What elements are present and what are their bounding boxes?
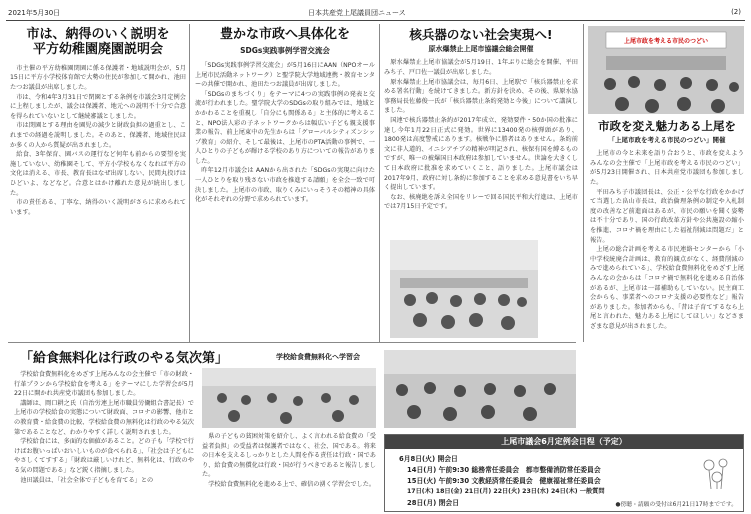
study-meeting-photo — [202, 368, 376, 428]
article-subtitle: SDGs実践事例学習交流会 — [240, 45, 330, 55]
article-body-left: 学校給食費無料化をめざす上尾みんなの会主催で「市の財政・行革プランから学校給食を考える」をテーマにした学習会が5月22日に開かれ共産党市議団も参加しました。 講師は、岡口耕之氏（自治労連上尾市職員労働組合書記長）で上尾市の学校給食の実態について財政面、コロナの影響、他市との教育費・給食費の比較、学校給食費の無料化は行政のやる気次第であることなど、わかりやすく詳しく説明されました。 学校給食には、多面的な価値があること。どの子も「学校で行けばお腹いっぱいおいしいものが食べられる」、「社会は子どもにやさしくてすする」「財政は厳しいけれど、無料化は、行政のやる気の問題である」など鋭く指摘しました。 池田議員は、「社会全体で子どもを育てる」との — [14, 371, 194, 484]
article-body: 上尾市の今と未来を語り合おうと、市政を変えようみんなの会主催で「上尾市政を考える市民のつどい」が5月23日開催され、日本共産党市議団も参加しました。 平田みち子市議団長は、公正・公平な行政をかかげて当選した畠山市長は、政治倫理条例の制定や入札制度の改善など前進面はあるが、市民の願いを聞く姿勢は不十分であり、国の行政改革方針や公共施設の縮小を推進、コロナ禍を理由にした福祉削減は問題だ」と報告。 上尾の総合計画を考える市民連絡センターから「小中学校統廃合計画は、教育的観点がなく、経費削減のみで進められている」、学校給食費無料化をめざす上尾みんなの会からは「コロナ禍で無料化を進める自治体があるが、上尾市は一部補助もしていない。民主商工会からも、事業者へのコロナ支援の必要性など」報告がありました。参加者からも、「昔は子育てするなら上尾と言われた、魅力ある上尾にしてほしい」などさまざまな意見が出されました。 — [590, 150, 744, 330]
council-schedule — [384, 434, 744, 512]
schedule-note: ●傍聴・請願の受付は6月21日17時までです。 — [615, 502, 737, 508]
section-divider — [8, 342, 576, 343]
article-body: 原水爆禁止上尾市協議会が5月19日、1年ぶりに総会を開催、平田みち子、戸口佐一議員が出席しました。 原水爆禁止上尾市協議会は、毎月6日、上尾駅で「核兵器禁止を求める署名行動」を続けてきました。新方針を決め、その後、県原水協事務局長佐藤俊一氏が「核兵器禁止条約発効と今後」について講演しました。 国連で核兵器禁止条約が2017年成立、発効要件・50か国の批准に達し今年1月22日正式に発効。世界に13400発の核弾頭があり、1800発は高度警戒にあります。核戦争に勝者はありません。条約前文に非人道的、イニシアチブの精神が明記され、核保有国を縛るものですが、唯一の被爆国日本政府は参加していません。世論を大きくして日本政府に批准を求めていくこと、語りました。上尾市議会は2017年9月、政府に対し条約に参加することを求める意見書をいち早く提出しています。 なお、核廃絶を訴え全国をリレーで回る国民平和大行進は、上尾市では7月15日予定です。 — [384, 59, 578, 211]
publication-name: 日本共産党上尾議員団ニュース — [308, 9, 406, 17]
column-divider — [583, 24, 584, 342]
lecture-photo-illustration — [384, 350, 576, 428]
article-subtitle: 「上尾市政を考える市民のつどい」開催 — [608, 136, 726, 145]
column-divider — [189, 24, 190, 342]
article-body-right: 県の子どもの貧困対策を紹介し、よく言われる給食費の「受益者負担」の受益者は保護者ではなく、社会、国である。将来の日本を支えるしっかりとした人間を作る責任は行政・国であり、給食費の無償化は行政・国が行うべきであると報告しました。 学校給食費無料化を進める上で、確信の湧く学習会でした。 — [202, 433, 376, 488]
page-header — [6, 6, 745, 21]
schedule-row: 6月8日(火) 開会日 — [399, 455, 458, 463]
article-subtitle: 原水爆禁止上尾市協議会総会開催 — [428, 45, 534, 54]
lecture-photo — [384, 350, 576, 428]
schedule-row: 17日(木) 18日(金) 21日(月) 22日(火) 23日(水) 24日(木) 一般質問 — [407, 488, 605, 495]
article-antinuclear — [384, 28, 578, 236]
flower-illustration-icon — [697, 453, 735, 491]
schedule-row: 28日(月) 閉会日 — [407, 499, 460, 507]
meeting-photo-illustration — [390, 240, 538, 338]
article-title: 豊かな市政へ具体化を — [219, 27, 350, 42]
meeting-photo — [390, 240, 538, 338]
schedule-row: 15日(火) 午前9:30 文教経済常任委員会 健康福祉常任委員会 — [407, 477, 601, 485]
article-title: 核兵器のない社会実現へ! — [409, 27, 553, 42]
page-number: (2) — [731, 8, 741, 16]
article-title: 市政を変え魅力ある上尾を — [598, 119, 736, 133]
article-title: 市は、納得のいく説明を 平方幼稚園廃園説明会 — [26, 27, 170, 57]
forum-banner: 上尾市政を考える市民のつどい — [623, 38, 708, 45]
issue-date: 2021年5月30日 — [8, 9, 61, 17]
article-citizens-forum — [590, 120, 744, 471]
schedule-row: 14日(月) 午前9:30 総務常任委員会 都市整備消防常任委員会 — [407, 466, 601, 474]
study-meeting-photo-illustration — [202, 368, 376, 428]
schedule-title: 上尾市議会6月定例会日程（予定） — [385, 435, 743, 449]
article-title: 「給食無料化は行政のやる気次第」 — [20, 351, 229, 366]
article-subtitle: 学校給食費無料化へ学習会 — [276, 353, 360, 361]
article-body: 市主催の平方幼稚園閉園に係る保護者・地域説明会が、5月15日に平方小学校体育館で大勢の住民が参加して開かれ、池田たつお議員が出席しました。 市は、令和4年3月31日で閉園とする条例を市議会3月定例会に上程しましたが、議会は保護者、地元への説明不十分で合意を得られていないとして継続審議としました。 市は閉園とする理由を園児の減少と財政負担の過重とし、これまでの経過を説明しました。そのあと、保護者、地域住民ほか多くの人から質疑が出されました。 給食、3年保育、園バスの運行など何年も前からの要望を実施していない、幼稚園そして、平方小学校もなくなれば平方の文化は消える、市長、教育長はなぜ出席しない、民間丸投げはひどいよ、などなど。合意とはかけ離れた意見が続出しました。 市の責任ある、丁寧な、納得のいく説明がさらに求められています。 — [10, 64, 186, 216]
article-sdgs — [195, 28, 375, 336]
forum-photo — [588, 26, 744, 114]
article-body: 「SDGs実践事例学習交流会」が5月16日にAAN（NPOオール上尾市民活動ネットワーク）と聖学院大学地域連携・教育センターの共催で開かれ、池田たつお議員が出席しました。 「SDGsのまちづくり」をテーマに4つの実践事例の発表と交流が行われました。聖学院大学のSDGsの取り組みでは、地域とかかわることを重視し「自分にも関係ある」と主体的に考えること、NPO法人彩の子ネットワークからは幅広い子ども親支援事業の報告、前上尾東中の先生からは「グローバルシティズンシップ教育」の紹介、そして最後は、上尾市のPTA活動の事例で、一人ひとりの子どもが輝ける学校のあり方についての報告がありました。 昨年12月市議会は AANから出された「SDGsの実現に向けた一人ひとりを取り残さない市政を推進する請願」を全会一致で可決しました。上尾市の市政、取りくみにいっそうその精神の具体化がそれぞれの分野で求められています。 — [195, 61, 375, 204]
article-kindergarten — [10, 28, 186, 334]
column-divider — [379, 24, 380, 342]
